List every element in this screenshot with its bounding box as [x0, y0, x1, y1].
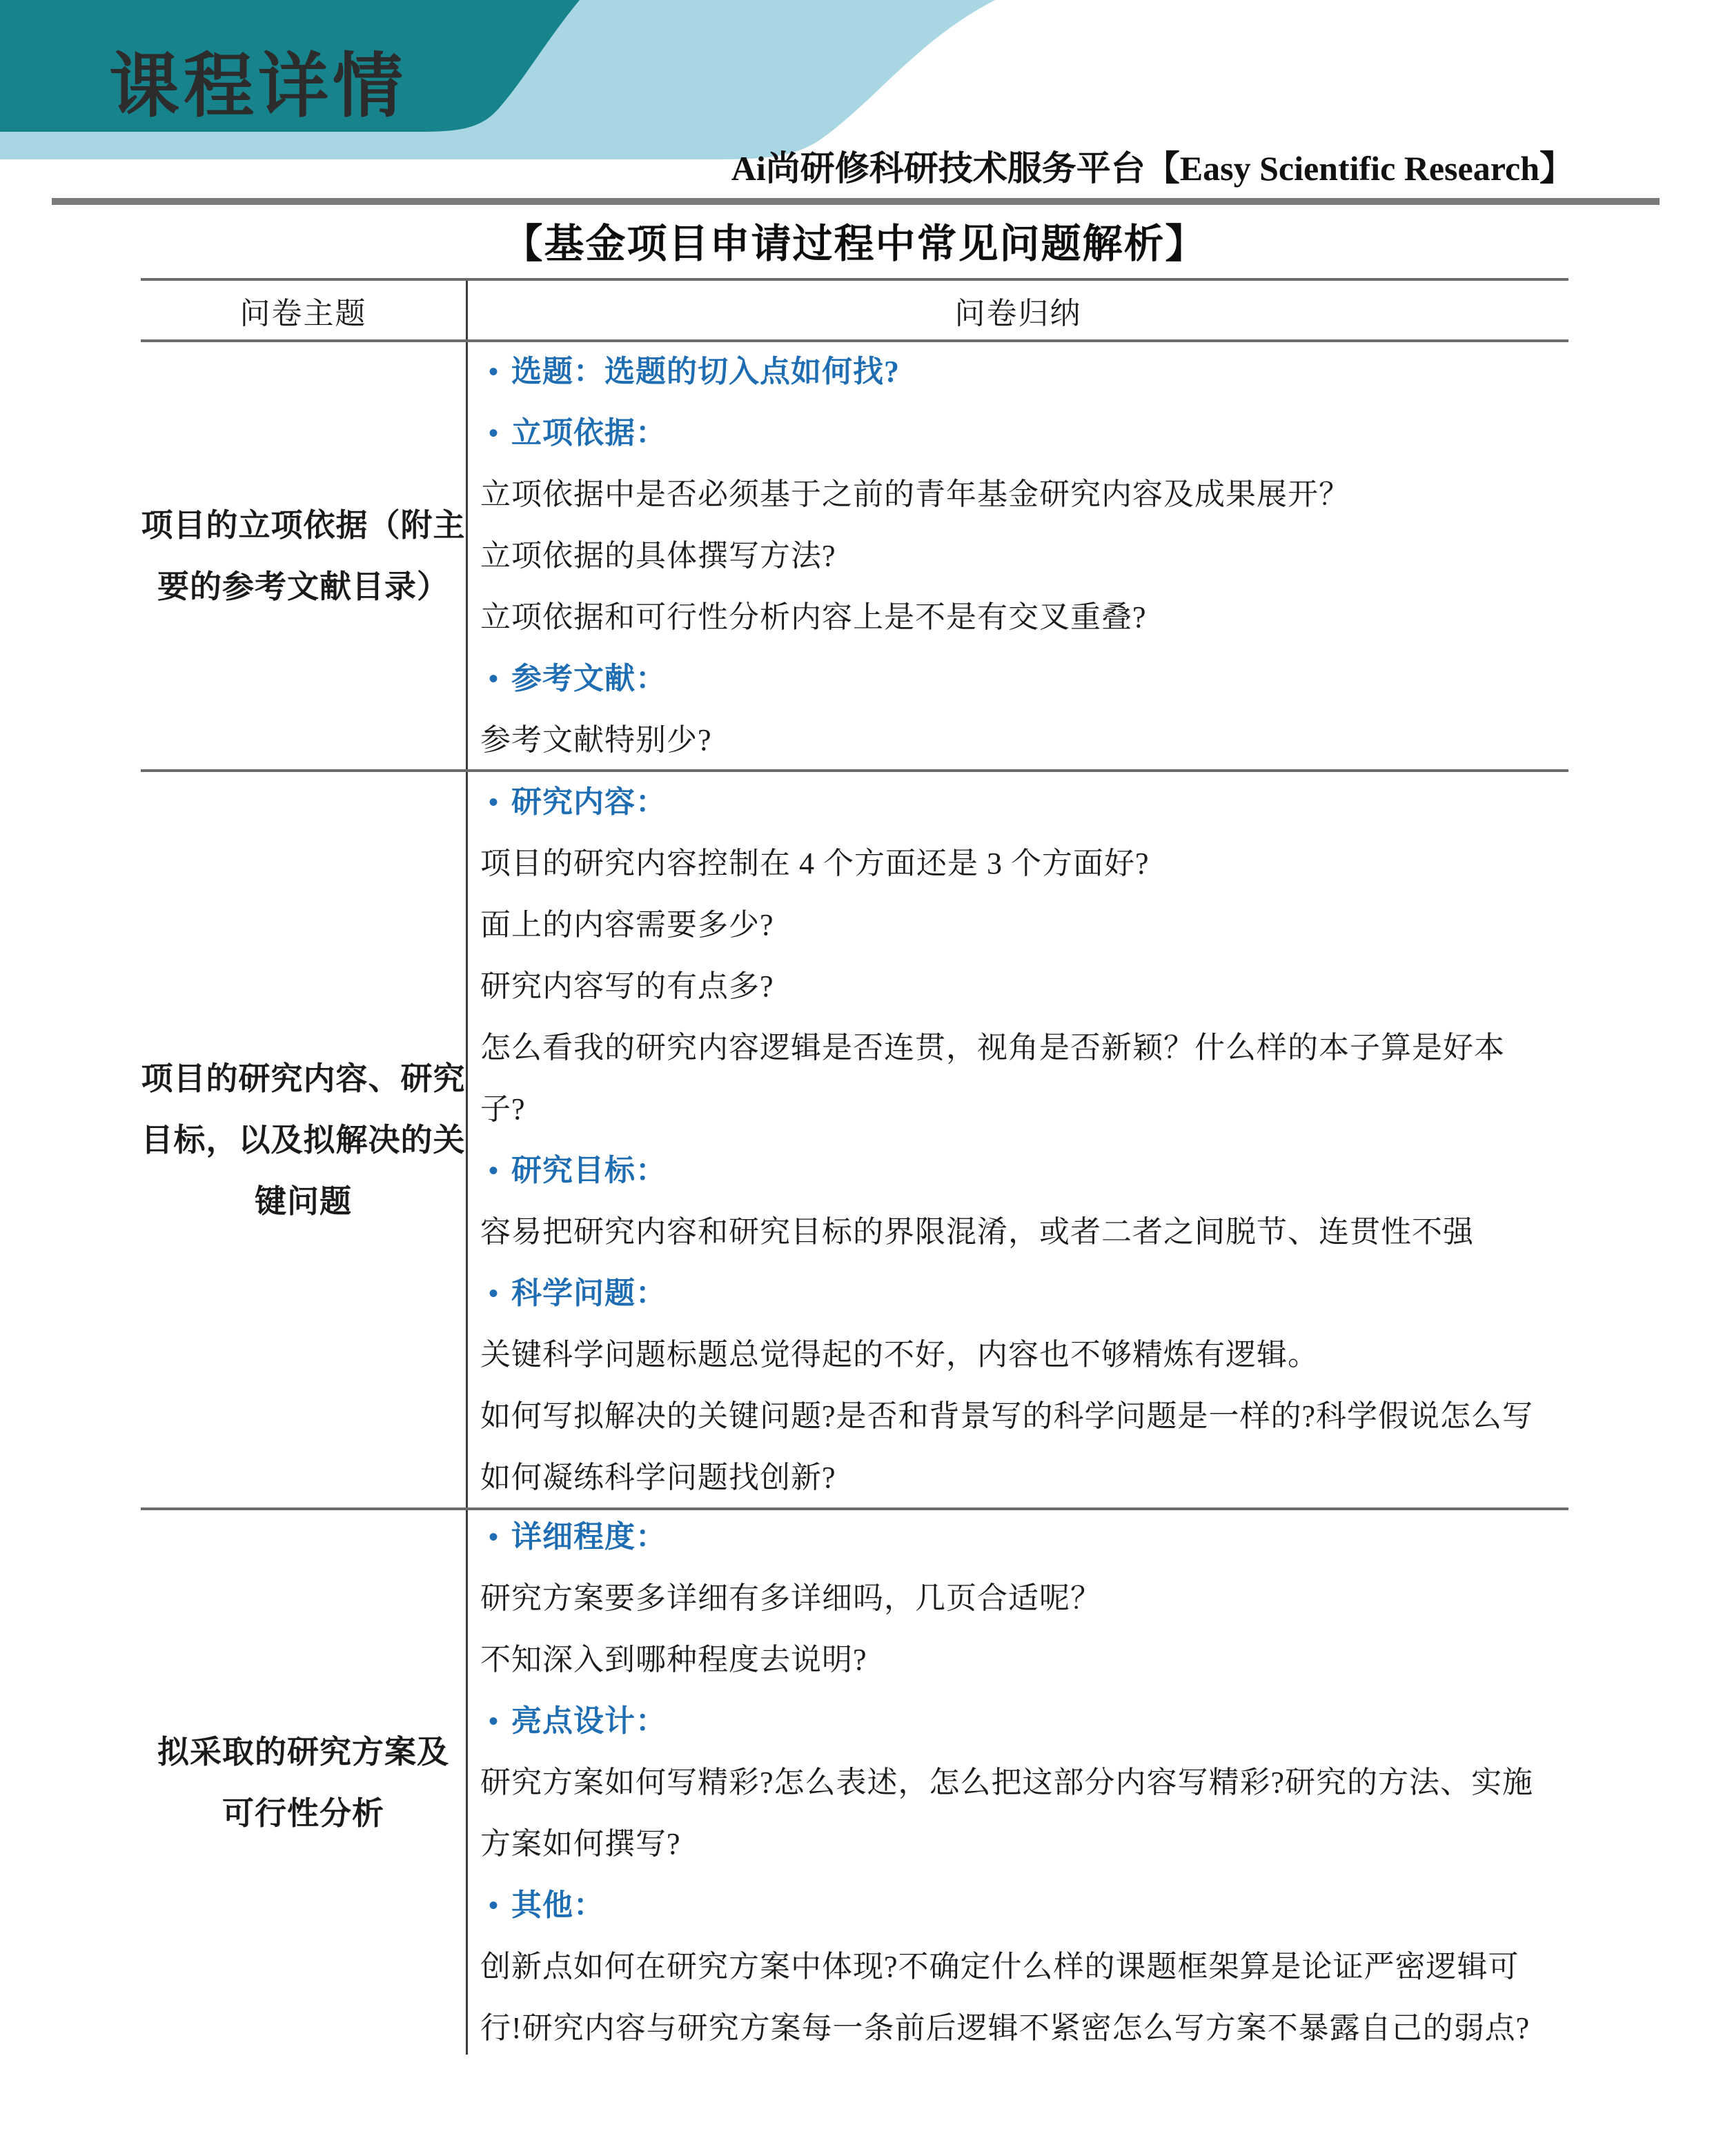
topic-line: 项目的立项依据（附主 — [141, 507, 466, 543]
qa-line-text: 项目的研究内容控制在 4 个方面还是 3 个方面好? — [480, 847, 1150, 880]
column-header-summary — [468, 281, 1568, 339]
qa-line — [480, 1078, 1568, 1140]
table-row — [141, 769, 1568, 1507]
qa-bullet-line — [480, 1140, 1568, 1201]
bullet-icon: • — [489, 417, 500, 449]
bullet-icon: • — [489, 1890, 500, 1921]
qa-line — [480, 894, 1568, 956]
qa-bullet-line — [480, 402, 1568, 464]
qa-line-text: 亮点设计： — [511, 1704, 667, 1738]
qa-line-text: 立项依据的具体撰写方法? — [480, 539, 836, 573]
qa-line-text: 行!研究内容与研究方案每一条前后逻辑不紧密怎么写方案不暴露自己的弱点? — [480, 2011, 1531, 2045]
qa-line-text: 怎么看我的研究内容逻辑是否连贯，视角是否新颖？什么样的本子算是好本 — [480, 1031, 1505, 1065]
qa-line — [480, 1385, 1568, 1447]
table-header-row — [141, 278, 1568, 339]
header-divider — [52, 198, 1660, 205]
table-row — [141, 339, 1568, 769]
column-header-summary-label: 问卷归纳 — [954, 296, 1082, 330]
bullet-icon: • — [489, 1521, 500, 1553]
qa-line — [480, 833, 1568, 894]
qa-line — [480, 464, 1568, 525]
qa-line-text: 方案如何撰写? — [480, 1827, 681, 1861]
qa-bullet-line — [480, 1690, 1568, 1752]
qa-line-text: 不知深入到哪种程度去说明? — [480, 1643, 867, 1677]
faq-table — [141, 278, 1568, 2055]
topic-line: 可行性分析 — [222, 1795, 384, 1831]
qa-line — [480, 1324, 1568, 1385]
qa-line — [480, 709, 1568, 771]
summary-cell — [468, 772, 1568, 1507]
bullet-icon: • — [489, 356, 500, 388]
qa-line-text: 关键科学问题标题总觉得起的不好，内容也不够精炼有逻辑。 — [480, 1338, 1319, 1372]
bullet-icon: • — [489, 787, 500, 818]
qa-line-text: 详细程度： — [511, 1520, 667, 1554]
qa-line — [480, 1752, 1568, 1813]
banner-title: 课程详情 — [109, 47, 407, 126]
qa-line — [480, 1447, 1568, 1508]
qa-line-text: 研究内容写的有点多? — [480, 969, 774, 1003]
summary-cell — [468, 342, 1568, 769]
qa-line-text: 容易把研究内容和研究目标的界限混淆，或者二者之间脱节、连贯性不强 — [480, 1215, 1474, 1249]
summary-cell — [468, 1510, 1568, 2055]
bullet-icon: • — [489, 663, 500, 695]
topic-line: 要的参考文献目录） — [157, 568, 449, 604]
qa-line-text: 创新点如何在研究方案中体现?不确定什么样的课题框架算是论证严密逻辑可 — [480, 1950, 1519, 1984]
qa-bullet-line — [480, 1506, 1568, 1567]
qa-line — [480, 956, 1568, 1017]
qa-line-text: 如何凝练科学问题找创新? — [480, 1461, 836, 1494]
qa-line-text: 研究方案如何写精彩?怎么表述，怎么把这部分内容写精彩?研究的方法、实施 — [480, 1766, 1534, 1799]
bullet-icon: • — [489, 1705, 500, 1737]
qa-line — [480, 1936, 1568, 1997]
qa-line-text: 科学问题： — [511, 1276, 667, 1310]
qa-line-text: 研究方案要多详细有多详细吗，几页合适呢？ — [480, 1581, 1101, 1615]
qa-line-text: 其他： — [511, 1888, 605, 1922]
topic-line: 键问题 — [255, 1183, 352, 1219]
qa-line-text: 参考文献特别少? — [480, 723, 712, 757]
page-title: 【基金项目申请过程中常见问题解析】 — [502, 221, 1207, 266]
topic-line: 拟采取的研究方案及 — [157, 1734, 449, 1770]
qa-line — [480, 1997, 1568, 2059]
qa-line-text: 研究内容： — [511, 785, 667, 819]
qa-line — [480, 1201, 1568, 1263]
qa-line — [480, 1017, 1568, 1078]
topic-line: 目标，以及拟解决的关 — [141, 1122, 466, 1158]
qa-line — [480, 1813, 1568, 1875]
qa-line-text: 面上的内容需要多少? — [480, 908, 774, 942]
qa-bullet-line — [480, 771, 1568, 833]
qa-line-text: 立项依据和可行性分析内容上是不是有交叉重叠? — [480, 600, 1147, 634]
qa-bullet-line — [480, 341, 1568, 402]
topic-line: 项目的研究内容、研究 — [141, 1060, 466, 1096]
qa-line — [480, 1629, 1568, 1690]
bullet-icon: • — [489, 1278, 500, 1309]
topic-cell — [141, 772, 468, 1507]
qa-line — [480, 525, 1568, 586]
topic-cell — [141, 342, 468, 769]
qa-line-text: 选题：选题的切入点如何找? — [511, 355, 901, 388]
qa-bullet-line — [480, 1875, 1568, 1936]
qa-line-text: 子? — [480, 1092, 526, 1126]
qa-line — [480, 1567, 1568, 1629]
column-header-topic — [141, 281, 468, 339]
bullet-icon: • — [489, 1155, 500, 1187]
qa-bullet-line — [480, 648, 1568, 709]
column-header-topic-label: 问卷主题 — [239, 296, 367, 330]
platform-header: Ai尚研修科研技术服务平台【Easy Scientific Research】 — [731, 149, 1574, 188]
qa-bullet-line — [480, 1263, 1568, 1324]
qa-line-text: 如何写拟解决的关键问题?是否和背景写的科学问题是一样的?科学假说怎么写 — [480, 1399, 1534, 1433]
table-body — [141, 339, 1568, 2055]
qa-line — [480, 586, 1568, 648]
qa-line-text: 研究目标： — [511, 1154, 667, 1187]
qa-line-text: 立项依据中是否必须基于之前的青年基金研究内容及成果展开？ — [480, 477, 1350, 511]
topic-cell — [141, 1510, 468, 2055]
qa-line-text: 参考文献： — [511, 662, 667, 695]
qa-line-text: 立项依据： — [511, 416, 667, 450]
table-row — [141, 1507, 1568, 2055]
